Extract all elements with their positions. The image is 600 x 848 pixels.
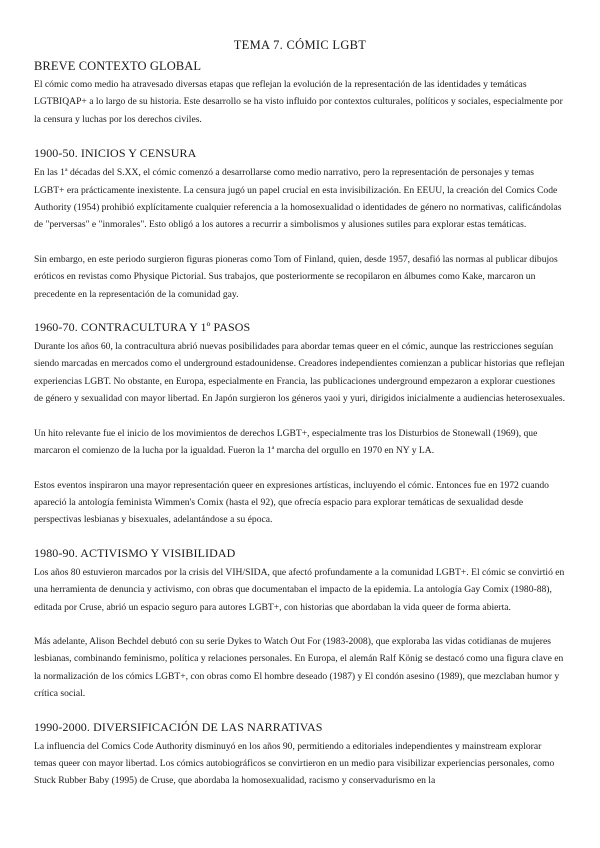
section-1980-90 [34, 546, 566, 703]
section-1900-50 [34, 146, 566, 303]
paragraph: El cómic como medio ha atravesado diversas etapas que reflejan la evolución de la representación de las identidades y temáticas LGTBIQAP+ a lo largo de su historia. Este desarrollo se ha visto influido por contextos culturales, políticos y sociales, especialmente por la censura y luchas por los derechos civiles. [34, 79, 563, 125]
section-heading: 1980-90. ACTIVISMO Y VISIBILIDAD [34, 545, 236, 560]
section-context [34, 59, 566, 128]
section-heading: 1990-2000. DIVERSIFICACIÓN DE LAS NARRATIVAS [34, 719, 323, 734]
section-heading: 1960-70. CONTRACULTURA Y 1º PASOS [34, 320, 251, 335]
paragraph: Durante los años 60, la contracultura abrió nuevas posibilidades para abordar temas queer en el cómic, aunque las restricciones seguían siendo marcadas en mercados como el underground estadounidense. Creadores independientes comienzan a publicar historias que reflejan experiencias LGBT. No obstante, en Europa, especialmente en Francia, las publicaciones underground empezaron a explorar cuestiones de género y sexualidad con mayor libertad. En Japón surgieron los géneros yaoi y yuri, dirigidos inicialmente a audiencias heterosexuales. [34, 341, 566, 405]
paragraph: Más adelante, Alison Bechdel debutó con su serie Dykes to Watch Out For (1983-2008), que exploraba las vidas cotidianas de mujeres lesbianas, combinando feminismo, política y relaciones personales. En Europa, el alemán Ralf König se destacó como una figura clave en la normalización de los cómics LGBT+, con obras como El hombre deseado (1987) y El condón asesino (1989), que mezclaban humor y crítica social. [34, 635, 564, 700]
section-1990-2000 [34, 720, 566, 790]
paragraph: Sin embargo, en este periodo surgieron figuras pioneras como Tom of Finland, quien, desde 1957, desafió las normas al publicar dibujos eróticos en revistas como Physique Pictorial. Sus trabajos, que posteriormente se recopilaron en álbumes como Kake, marcaron un precedente en la representación de la comunidad gay. [34, 253, 558, 300]
section-heading: 1900-50. INICIOS Y CENSURA [34, 146, 197, 161]
paragraph: Estos eventos inspiraron una mayor representación queer en expresiones artísticas, incluyendo el cómic. Entonces fue en 1972 cuando apareció la antología feminista Wimmen's Comix (hasta el 92), que ofrecía espacio para explorar temáticas de sexualidad desde perspectivas lesbianas y bisexuales, adelantándose a su época. [34, 479, 549, 526]
section-1960-70 [34, 320, 566, 529]
paragraph: En las 1ª décadas del S.XX, el cómic comenzó a desarrollarse como medio narrativo, pero la representación de personajes y temas LGBT+ era prácticamente inexistente. La censura jugó un papel crucial en esta invisibilización. En EEUU, la creación del Comics Code Authority (1954) prohibió explícitamente cualquier referencia a la homosexualidad o identidades de género no normativas, calificándolas de "perversas" e "inmorales". Esto obligó a los autores a recurrir a simbolismos y alusiones sutiles para explorar estas temáticas. [34, 167, 562, 231]
paragraph: Un hito relevante fue el inicio de los movimientos de derechos LGBT+, especialmente tras los Disturbios de Stonewall (1969), que marcaron el comienzo de la lucha por la igualdad. Fueron la 1ª marcha del orgullo en 1970 en NY y LA. [34, 427, 538, 457]
paragraph: La influencia del Comics Code Authority disminuyó en los años 90, permitiendo a editoriales independientes y mainstream explorar temas queer con mayor libertad. Los cómics autobiográficos se convirtieron en un medio para visibilizar experiencias personales, como Stuck Rubber Baby (1995) de Cruse, que abordaba la homosexualidad, racismo y conservadurismo en la [34, 740, 555, 787]
section-heading: BREVE CONTEXTO GLOBAL [34, 59, 202, 73]
paragraph: Los años 80 estuvieron marcados por la crisis del VIH/SIDA, que afectó profundamente a la comunidad LGBT+. El cómic se convirtió en una herramienta de denuncia y activismo, con obras que documentaban el impacto de la epidemia. La antología Gay Comix (1980-88), editada por Cruse, abrió un espacio seguro para autores LGBT+, con historias que abordaban la vida queer de forma abierta. [34, 566, 565, 613]
document-title: TEMA 7. CÓMIC LGBT [233, 38, 367, 52]
document-page [34, 38, 566, 807]
